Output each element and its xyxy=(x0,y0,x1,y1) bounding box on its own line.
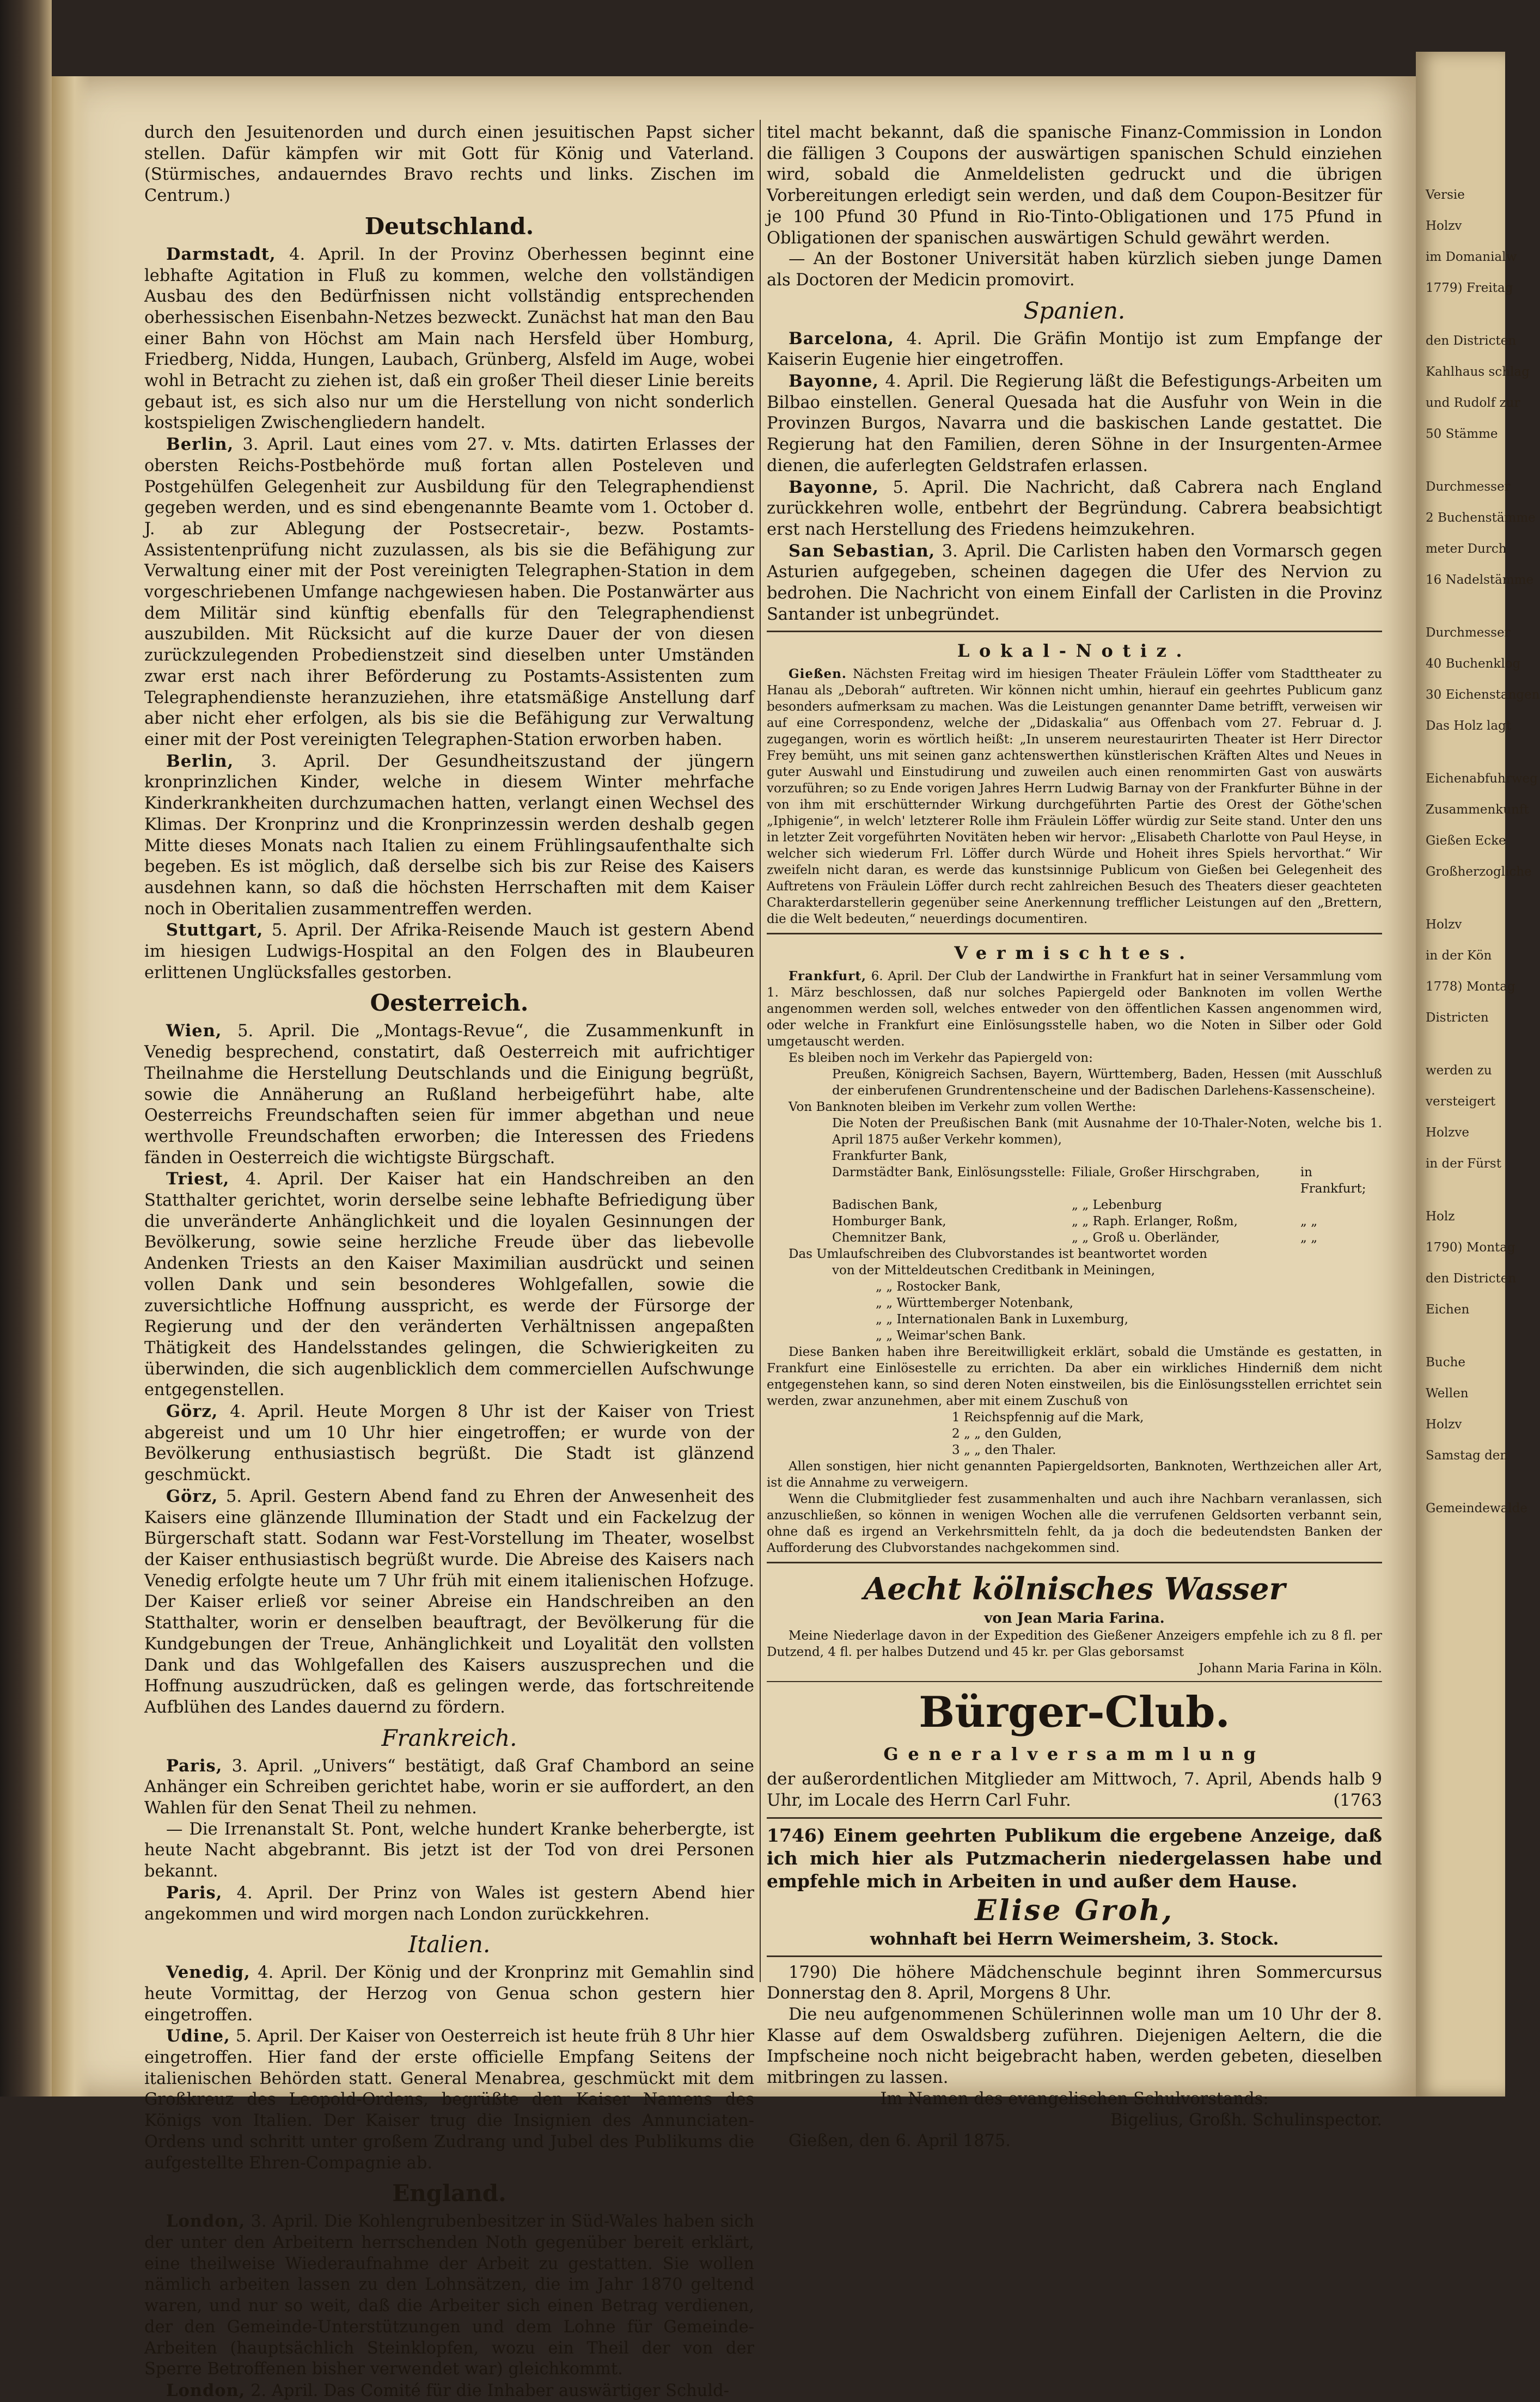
article-goerz-2 xyxy=(144,1486,754,1719)
list-item: „ „ Württemberger Notenbank, xyxy=(876,1296,1073,1311)
article-udine xyxy=(144,2026,754,2174)
article-text: 3. April. Die Carlisten haben den Vormarsch gegen Asturien aufgegeben, scheinen dagegen die Ufer des Nervion zu bedrohen. Die Nachricht von einem Einfall der Carlisten in die Provinz Santander ist unbegründet. xyxy=(767,541,1382,624)
adjacent-page-fragment: Eichen xyxy=(1426,1303,1470,1317)
article-text: 6. April. Der Club der Landwirthe in Frankfurt hat in seiner Versammlung vom 1. März beschlossen, daß nur solches Papiergeld oder Banknoten im vollen Werthe angenommen werden soll, welches entweder von den öffentlichen Kassen angenommen wird, oder welche in Frankfurt eine Einlösungsstelle haben, wo die Noten in Silber oder Gold umgetauscht werden. xyxy=(767,969,1383,1049)
adjacent-page-fragment: Durchmesser xyxy=(1426,626,1511,640)
dateline: Berlin, xyxy=(166,435,234,455)
adjacent-page-fragment: 1778) Montag xyxy=(1426,980,1515,994)
list-item: „ „ Weimar'schen Bank. xyxy=(876,1329,1026,1343)
dateline: Venedig, xyxy=(166,1963,250,1983)
article-text: 3. April. Laut eines vom 27. v. Mts. datirten Erlasses der obersten Reichs-Postbehörde muß fortan allen Posteleven und Postgehülfen Gelegenheit zur Ausbildung für den Telegraphendienst gegeben werden, und es sind ebengenannte Beamte vom 1. October d. J. ab zur Ablegung der Postsecretair-, bezw. Postamts-Assistentenprüfung nicht zuzulassen, als bis sie die Befähigung zur Verwaltung einer mit der Post vereinigten Telegraphen-Station in dem vorgeschriebenen Umfange nachgewiesen haben. Die Postanwärter aus dem Militär sind künftig ebenfalls für den Telegraphendienst auszubilden. Mit Rücksicht auf die kurze Dauer der von diesen zurückzulegenden Probedienstzeit sind dieselben unter Umständen zwar erst nach ihrer Beförderung zu Postamts-Assistenten zum Telegraphendienste heranzuziehen, ihre etatsmäßige Anstellung darf aber nicht eher erfolgen, als bis sie die Befähigung zur Verwaltung einer mit der Post vereinigten Telegraphen-Station erworben haben. xyxy=(144,435,754,749)
advertisement-putzmacherin xyxy=(767,1824,1382,1950)
adjacent-page-fragment: Durchmesser xyxy=(1426,480,1511,494)
verm-paragraph: Preußen, Königreich Sachsen, Bayern, Württemberg, Baden, Hessen (mit Ausschluß der einberufenen Grundrentenscheine und der Badischen Darlehens-Kassenscheine). xyxy=(832,1067,1382,1098)
intro-paragraph: durch den Jesuitenorden und durch einen jesuitischen Papst sicher stellen. Dafür kämpfen wir mit Gott für König und Vaterland. (Stürmisches, andauerndes Bravo rechts und links. Zischen im Centrum.) xyxy=(144,123,754,206)
ad-date: Gießen, den 6. April 1875. xyxy=(789,2131,1011,2151)
adjacent-page-fragment: Gießen Ecke xyxy=(1426,834,1506,848)
verm-paragraph: von der Mitteldeutschen Creditbank in Meiningen, xyxy=(832,1263,1156,1278)
ad-text: 1790) Die höhere Mädchenschule beginnt ihren Sommercursus Donnerstag den 8. April, Morgens 8 Uhr. xyxy=(767,1963,1382,2003)
article-venedig xyxy=(144,1962,754,2026)
adjacent-page-fragment: 1779) Freitag xyxy=(1426,281,1513,295)
article-triest xyxy=(144,1169,754,1401)
article-paris-1b: — Die Irrenanstalt St. Pont, welche hundert Kranke beherbergte, ist heute Nacht abgebrannt. Bis jetzt ist der Tod von drei Personen bekannt. xyxy=(144,1819,754,1881)
ad-rule xyxy=(767,1817,1382,1819)
dateline: Bayonne, xyxy=(789,477,879,497)
adjacent-page-fragment: meter Durch xyxy=(1426,542,1507,556)
ad-text: Meine Niederlage davon in der Expedition des Gießener Anzeigers empfehle ich zu 8 fl. per Dutzend, 4 fl. per halbes Dutzend und 45 kr. per Glas geborsamst xyxy=(767,1629,1382,1660)
dateline: San Sebastian, xyxy=(789,541,936,561)
ad-signature: Johann Maria Farina in Köln. xyxy=(1199,1661,1382,1676)
dateline: Udine, xyxy=(166,2026,230,2046)
bank-row: Frankfurter Bank, xyxy=(832,1149,948,1164)
article-paris-1 xyxy=(144,1756,754,1819)
adjacent-page-fragment: Eichenabfuhrweg xyxy=(1426,772,1538,786)
ad-title: Aecht kölnisches Wasser xyxy=(863,1571,1286,1608)
adjacent-page-fragment: Versie xyxy=(1426,188,1465,202)
section-rule xyxy=(767,933,1382,934)
dateline: Bayonne, xyxy=(789,371,879,392)
ad-subtitle: von Jean Maria Farina. xyxy=(984,1610,1165,1627)
ad-text: 1746) Einem geehrten Publikum die ergebene Anzeige, daß ich mich hier als Putzmacherin niedergelassen habe und empfehle mich in Arbeiten in und außer dem Hause. xyxy=(767,1824,1382,1892)
bank-row: Darmstädter Bank, Einlösungsstelle: Filiale, Großer Hirschgraben, in Frankfurt; xyxy=(832,1165,1366,1196)
dateline: Stuttgart, xyxy=(166,920,264,940)
ad-subtitle: Generalversammlung xyxy=(883,1744,1266,1765)
article-text: 3. April. Der Gesundheitszustand der jüngern kronprinzlichen Kinder, welche in diesem Winter mehrfache Kinderkrankheiten durchzumachen hatten, verlangt einen Wechsel des Klimas. Der Kronprinz und die Kronprinzessin werden deshalb gegen Mitte dieses Monats nach Italien zu einem Frühlingsaufenthalte sich begeben. Es ist möglich, daß derselbe sich bis zur Reise des Kaisers ausdehnen kann, so daß die höchsten Herrschaften mit dem Kaiser noch in Oberitalien zusammentreffen werden. xyxy=(144,751,754,919)
page-gutter-shadow xyxy=(52,76,90,2097)
verm-paragraph: Das Umlaufschreiben des Clubvorstandes ist beantwortet worden xyxy=(789,1247,1207,1262)
adjacent-page-fragment: Holzv xyxy=(1426,918,1462,932)
verm-paragraph: Die Noten der Preußischen Bank (mit Ausnahme der 10-Thaler-Noten, welche bis 1. April 1875 außer Verkehr kommen), xyxy=(832,1116,1382,1147)
article-wien xyxy=(144,1020,754,1169)
adjacent-page-fragment: 40 Buchenklog xyxy=(1426,657,1521,671)
adjacent-page-fragment: Zusammenkunft xyxy=(1426,803,1529,817)
bank-reply-list xyxy=(767,1279,1382,1344)
adjacent-page-fragment: Holz xyxy=(1426,1209,1455,1224)
advertisement-koelnisch-wasser xyxy=(767,1569,1382,1677)
book-binding xyxy=(0,0,52,2097)
verm-paragraph: Wenn die Clubmitglieder fest zusammenhalten und auch ihre Nachbarn veranlassen, sich anzuschließen, so können in wenigen Wochen alle die verrufenen Geldsorten verbannt sein, ohne daß es irgend an Verkehrsmitteln fehlt, da ja doch die bedeutendsten Banken der Aufforderung des Clubvorstandes nachgekommen sind. xyxy=(767,1492,1382,1556)
list-item: „ „ Internationalen Bank in Luxemburg, xyxy=(876,1312,1128,1327)
article-text: 4. April. Die Regierung läßt die Befestigungs-Arbeiten um Bilbao einstellen. General Quesada hat die Ausfuhr von Wein in die Provinzen Burgos, Navarra und die baskischen Lande gestattet. Die Regierung hat den Familien, deren Söhne in der Insurgenten-Armee dienen, die auferlegten Geldstrafen erlassen. xyxy=(767,372,1382,475)
article-london-2 xyxy=(144,2380,754,2402)
adjacent-page-fragment: Samstag den xyxy=(1426,1448,1508,1463)
ad-number: 1746) xyxy=(767,1824,826,1846)
advertisement-buerger-club xyxy=(767,1686,1382,1811)
dateline: Triest, xyxy=(166,1169,230,1189)
adjacent-page-fragment: 2 Buchenstämme xyxy=(1426,511,1536,525)
article-frankfurt xyxy=(767,968,1382,1050)
verm-paragraph: Allen sonstigen, hier nicht genannten Papiergeldsorten, Banknoten, Werthzeichen aller Art, ist die Annahme zu verweigern. xyxy=(767,1459,1382,1490)
ad-rule xyxy=(767,1955,1382,1957)
adjacent-page-fragment: Großherzogliche xyxy=(1426,865,1532,879)
article-bayonne-1 xyxy=(767,371,1382,477)
article-paris-2 xyxy=(144,1883,754,1925)
article-text: 4. April. Der König und der Kronprinz mit Gemahlin sind heute Vormittag, der Herzog von Genua schon gestern hier eingetroffen. xyxy=(144,1963,754,2025)
ad-text: der außerordentlichen Mitglieder am Mittwoch, 7. April, Abends halb 9 Uhr, im Locale des Herrn Carl Fuhr. (1763 xyxy=(767,1769,1382,1811)
article-lokal-giessen xyxy=(767,666,1382,927)
ad-address: wohnhaft bei Herrn Weimersheim, 3. Stock. xyxy=(870,1929,1279,1949)
adjacent-page-fragment: werden zu xyxy=(1426,1064,1492,1078)
article-barcelona xyxy=(767,328,1382,371)
adjacent-page-fragment: den Districten xyxy=(1426,334,1517,348)
article-text: 4. April. Die Gräfin Montijo ist zum Empfange der Kaiserin Eugenie hier eingetroffen. xyxy=(767,329,1382,370)
section-heading-italien: Italien. xyxy=(408,1931,491,1958)
article-text: 5. April. Der Afrika-Reisende Mauch ist gestern Abend im hiesigen Ludwigs-Hospital an den Folgen des in Blaubeuren erlittenen Unglücksfalles gestorben. xyxy=(144,921,755,982)
adjacent-page-edge xyxy=(1416,52,1540,2097)
adjacent-page-fragment: Gemeindewalde xyxy=(1426,1501,1527,1515)
adjacent-page-fragment: Districten xyxy=(1426,1011,1489,1025)
article-london-1 xyxy=(144,2211,754,2380)
advertisement-maedchenschule xyxy=(767,1963,1382,2152)
ad-signature: Bigelius, Großh. Schulinspector. xyxy=(1110,2110,1382,2130)
adjacent-page-fragment: Kahlhaus schlag xyxy=(1426,365,1530,379)
article-text: 4. April. Der Prinz von Wales ist gestern Abend hier angekommen und wird morgen nach London zurückkehren. xyxy=(144,1883,754,1924)
article-text: 5. April. Der Kaiser von Oesterreich ist heute früh 8 Uhr hier eingetroffen. Hier fand der erste officielle Empfang Seitens der italienischen Behörden statt. General Menabrea, geschmückt mit dem Großkreuz des Leopold-Ordens, begrüßte den Kaiser Namens des Königs von Italien. Der Kaiser trug die Insignien des Annunciaten-Ordens und schritt unter großem Zudrang und Jubel des Publikums die aufgestellte Ehren-Compagnie ab. xyxy=(144,2027,754,2173)
article-text: 5. April. Gestern Abend fand zu Ehren der Anwesenheit des Kaisers eine glänzende Illumination der Stadt und ein Fackelzug der Bürgerschaft statt. Sodann war Fest-Vorstellung im Theater, woselbst der Kaiser enthusiastisch begrüßt wurde. Die Abreise des Kaisers nach Venedig erfolgte heute um 7 Uhr früh mit einem italienischen Hofzuge. Der Kaiser erließ vor seiner Abreise ein Handschreiben an den Statthalter, worin er denselben beauftragt, der Bevölkerung für die Kundgebungen der Treue, Anhänglichkeit und Loyalität den vollsten Dank und das Wohlgefallen des Kaisers auszusprechen und die Hoffnung auszudrücken, daß es gelingen werde, das fortschreitende Aufblühen des Landes dauernd zu fördern. xyxy=(144,1487,754,1717)
section-heading-deutschland: Deutschland. xyxy=(364,212,534,240)
dateline: Görz, xyxy=(166,1486,218,1506)
dateline: Barcelona, xyxy=(789,328,895,349)
section-heading-oesterreich: Oesterreich. xyxy=(370,989,529,1017)
list-item: 1 Reichspfennig auf die Mark, xyxy=(952,1410,1144,1425)
article-stuttgart xyxy=(144,920,754,983)
verm-paragraph: Diese Banken haben ihre Bereitwilligkeit erklärt, sobald die Umstände es gestatten, in Frankfurt eine Einlösestelle zu errichten. Da aber ein wirkliches Hinderniß dem nicht entgegenstehen kann, so sind deren Noten einstweilen, bis die Einlösungsstellen errichtet sein werden, zwar anzunehmen, aber mit einem Zuschuß von xyxy=(767,1345,1382,1409)
article-text: 3. April. „Univers“ bestätigt, daß Graf Chambord an seine Anhänger ein Schreiben gerichtet habe, worin er sie auffordert, an den Wahlen für den Senat Theil zu nehmen. xyxy=(144,1756,754,1818)
article-goerz-1 xyxy=(144,1401,754,1486)
adjacent-page-fragment: in der Kön xyxy=(1426,949,1492,963)
section-heading-vermischtes: Vermischtes. xyxy=(954,943,1195,964)
article-text: 4. April. Heute Morgen 8 Uhr ist der Kaiser von Triest abgereist und um 10 Uhr hier eingetroffen; er wurde von der Bevölkerung enthusiastisch begrüßt. Die Stadt ist glänzend geschmückt. xyxy=(144,1402,755,1485)
adjacent-page-fragment: im Domanialw xyxy=(1426,250,1517,264)
adjacent-page-fragment: 30 Eichenstangen xyxy=(1426,688,1540,702)
article-text: 5. April. Die „Montags-Revue“, die Zusammenkunft in Venedig besprechend, constatirt, daß Oesterreich mit aufrichtiger Theilnahme die Herstellung Deutschlands und die Einigung begrüßt, sowie die Annäherung an Rußland herbeigeführt habe, alte Oesterreichs Freundschaften seien für immer abgethan und neue werthvolle Freundschaften erworben; die Interessen des Friedens fänden in Oesterreich die wichtigste Bürgschaft. xyxy=(144,1022,754,1168)
adjacent-page-fragment: den Districten xyxy=(1426,1272,1517,1286)
list-item: 2 „ „ den Gulden, xyxy=(952,1427,1062,1441)
dateline: Berlin, xyxy=(166,751,234,771)
article-san-sebastian xyxy=(767,541,1382,626)
dateline: Paris, xyxy=(166,1756,223,1776)
ad-text: Im Namen des evangelischen Schulvorstands: xyxy=(880,2089,1269,2108)
section-heading-lokal-notiz: Lokal-Notiz. xyxy=(957,640,1192,662)
column-divider xyxy=(760,120,761,1982)
bank-row: Badischen Bank, „ „ Lebenburg xyxy=(832,1198,1162,1213)
article-darmstadt xyxy=(144,244,754,434)
adjacent-page-fragment: 50 Stämme xyxy=(1426,427,1498,441)
article-boston: — An der Bostoner Universität haben kürzlich sieben junge Damen als Doctoren der Medicin promovirt. xyxy=(767,249,1382,290)
article-text: 3. April. Die Kohlengrubenbesitzer in Süd-Wales haben sich der unter den Arbeitern herrschenden Noth gegenüber bereit erklärt, eine theilweise Wiederaufnahme der Arbeit zu gestatten. Sie wollen nämlich arbeiten lassen zu den Lohnsätzen, die im Jahr 1870 geltend waren, und nur so weit, daß die Arbeiter sich einen Betrag verdienen, der den Gemeinde-Unterstützungen und dem Lohne für Gemeinde-Arbeiten (hauptsächlich Steinklopfen, wozu ein Theil der von der Sperre Betroffenen bisher verwendet war) gleichkommt. xyxy=(144,2212,754,2379)
adjacent-page-fragment: versteigert xyxy=(1426,1095,1496,1109)
adjacent-page-fragment: Wellen xyxy=(1426,1386,1469,1401)
dateline: Darmstadt, xyxy=(166,244,276,264)
article-text: 4. April. In der Provinz Oberhessen beginnt eine lebhafte Agitation in Fluß zu kommen, welche den vollständigen Ausbau des den Bedürfnissen nicht vollständig entsprechenden oberhessischen Eisenbahn-Netzes bezweckt. Zunächst hat man den Bau einer Bahn von Höchst am Main nach Hersfeld über Homburg, Friedberg, Nidda, Hungen, Laubach, Grünberg, Alsfeld im Auge, wobei wohl in Betracht zu ziehen ist, daß ein großer Theil dieser Linie bereits gebaut ist, es sich also nur um die Herstellung von nicht sonderlich kostspieligen Zwischengliedern handelt. xyxy=(144,245,754,433)
ad-name: Elise Groh, xyxy=(974,1893,1174,1927)
bank-list xyxy=(767,1148,1382,1246)
adjacent-page-fragment: Holzv xyxy=(1426,1417,1462,1432)
section-heading-spanien: Spanien. xyxy=(1023,297,1126,324)
dateline: London, xyxy=(166,2211,246,2232)
adjacent-page-fragment: Holzv xyxy=(1426,219,1462,233)
article-text: 4. April. Der Kaiser hat ein Handschreiben an den Statthalter gerichtet, worin derselbe seine lebhafte Befriedigung über die unveränderte Anhänglichkeit und die loyalen Gesinnungen der Bevölkerung, sowie seine herzliche Freude über das liebevolle Andenken Triests an den Kaiser Maximilian ausdrückt und seinen vollen Dank und sein besonderes Wohlgefallen, sowie die zuversichtliche Hoffnung ausspricht, es werde der Fürsorge der Regierung und der den veränderten Verhältnissen angepaßten Thätigkeit des Handelsstandes gelingen, die Schwierigkeiten zu überwinden, die sich augenblicklich dem commerciellen Aufschwunge entgegenstellen. xyxy=(144,1170,754,1400)
bank-row: Chemnitzer Bank, „ „ Groß u. Oberländer, „ „ xyxy=(832,1231,1318,1245)
dateline: Gießen. xyxy=(789,667,847,682)
dateline: Görz, xyxy=(166,1402,218,1422)
section-heading-england: England. xyxy=(392,2180,506,2207)
article-berlin-1 xyxy=(144,434,754,751)
right-column xyxy=(767,123,1382,2152)
verm-paragraph: Von Banknoten bleiben im Verkehr zum vollen Werthe: xyxy=(789,1100,1136,1115)
ad-number: (1763 xyxy=(1333,1791,1382,1811)
ad-number: 1790) xyxy=(789,1963,838,1982)
dateline: Frankfurt, xyxy=(789,969,866,984)
ad-rule xyxy=(767,1562,1382,1563)
article-text: Nächsten Freitag wird im hiesigen Theater Fräulein Löffer vom Stadttheater zu Hanau als „Deborah“ auftreten. Wir können nicht umhin, hierauf ein geehrtes Publicum ganz besonders aufmerksam zu machen. Was die Leistungen genannter Dame betrifft, verweisen wir auf eine Correspondenz, welche der „Didaskalia“ aus Offenbach vom 27. Februar d. J. zugegangen, worin es wörtlich heißt: „In unserem neurestaurirten Theater ist Herr Director Frey bemüht, uns mit seinen ganz achtenswerthen künstlerischen Kräften Altes und Neues in guter Auswahl und Einstudirung und zuweilen auch einen renommirten Gast von auswärts vorzuführen; so zu Ende vorigen Jahres Herrn Ludwig Barnay von der Frankfurter Bühne in der von ihm mit erschütternder Wirkung durchgeführten Partie des Orest der Göthe'schen „Iphigenie“, in welch' letzterer Rolle ihm Fräulein Löffer würdig zur Seite stand. Unter den uns in letzter Zeit vorgeführten Novitäten heben wir hervor: „Elisabeth Charlotte von Paul Heyse, in welcher sich wiederum Frl. Löffer durch Würde und Hoheit ihres Spiels hervorthat.“ Wir zweifeln nicht daran, es werde das kunstsinnige Publicum von Gießen bei Gelegenheit des Auftretens von Fräulein Löffer durch recht zahlreichen Besuch des Theaters dieser geachteten Charakterdarstellerin gegenüber seine Anerkennung trefflicher Leistungen auf den „Brettern, die die Welt bedeuten,“ neuerdings documentiren. xyxy=(767,667,1383,927)
article-bayonne-2 xyxy=(767,477,1382,541)
adjacent-page-fragment: in der Fürst xyxy=(1426,1157,1501,1171)
dateline: Wien, xyxy=(166,1021,222,1041)
list-item: 3 „ „ den Thaler. xyxy=(952,1443,1056,1458)
ad-title: Bürger-Club. xyxy=(919,1688,1230,1738)
adjacent-page-fragment: 16 Nadelstämme xyxy=(1426,573,1534,587)
article-continuation: titel macht bekannt, daß die spanische Finanz-Commission in London die fälligen 3 Coupons der auswärtigen spanischen Schuld einziehen wird, sobald die Anmeldelisten gedruckt und die übrigen Vorbereitungen erledigt sein werden, und daß dem Coupon-Besitzer für je 100 Pfund 30 Pfund in Rio-Tinto-Obligationen und 175 Pfund in Obligationen der spanischen auswärtigen Schuld gewährt werden. xyxy=(767,123,1382,248)
article-text: 2. April. Das Comité für die Inhaber auswärtiger Schuld- xyxy=(250,2381,729,2400)
adjacent-page-fragment: 1790) Montag xyxy=(1426,1240,1515,1255)
rate-list xyxy=(767,1409,1382,1458)
dateline: London, xyxy=(166,2380,246,2400)
adjacent-page-fragment: Das Holz lagt xyxy=(1426,719,1511,733)
verm-paragraph: Es bleiben noch im Verkehr das Papiergeld von: xyxy=(789,1051,1093,1066)
section-heading-frankreich: Frankreich. xyxy=(381,1724,517,1751)
ad-text: Die neu aufgenommenen Schülerinnen wolle man um 10 Uhr der 8. Klasse auf dem Oswaldsberg zuführen. Diejenigen Aeltern, die die Impfscheine noch nicht beigebracht haben, werden gebeten, dieselben mitbringen zu lassen. xyxy=(767,2004,1382,2088)
section-rule xyxy=(767,631,1382,632)
dateline: Paris, xyxy=(166,1883,223,1903)
adjacent-page-fragment: Holzve xyxy=(1426,1126,1469,1140)
adjacent-page-fragment: und Rudolf zur xyxy=(1426,396,1520,410)
bank-row: Homburger Bank, „ „ Raph. Erlanger, Roßm, „ „ xyxy=(832,1214,1318,1229)
list-item: „ „ Rostocker Bank, xyxy=(876,1280,1001,1294)
article-berlin-2 xyxy=(144,751,754,920)
ad-rule xyxy=(767,1681,1382,1682)
left-column xyxy=(144,123,754,2402)
adjacent-page-fragment: Buche xyxy=(1426,1355,1466,1370)
article-text: 5. April. Die Nachricht, daß Cabrera nach England zurückkehren wolle, entbehrt der Begründung. Cabrera beabsichtigt erst nach Herstellung des Friedens heimzukehren. xyxy=(767,478,1382,539)
